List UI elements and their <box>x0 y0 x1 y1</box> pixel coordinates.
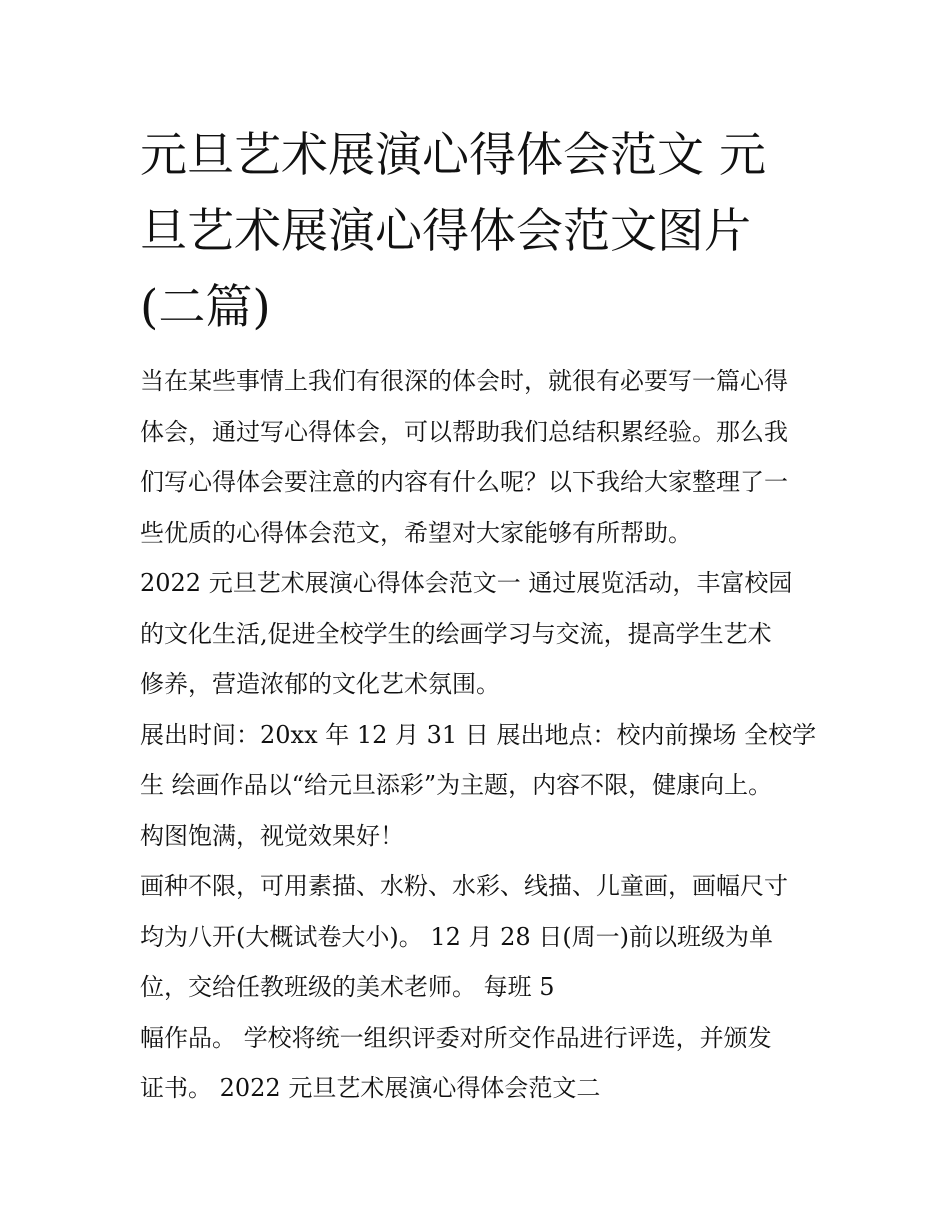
document-title <box>140 118 820 346</box>
text-line: 画种不限，可用素描、水粉、水彩、线描、儿童画，画幅尺寸 <box>140 872 788 900</box>
text-line: 体会，通过写心得体会，可以帮助我们总结积累经验。那么我 <box>140 417 788 446</box>
text-line: 些优质的心得体会范文，希望对大家能够有所帮助。 <box>140 518 692 547</box>
paragraph-exhibition-details <box>140 710 820 862</box>
paragraph-intro <box>140 356 820 558</box>
paragraph-evaluation <box>140 1013 820 1114</box>
text-line: 生 绘画作品以“给元旦添彩”为主题，内容不限，健康向上。 <box>140 771 773 799</box>
title-line: 旦艺术展演心得体会范文图片 <box>140 204 751 259</box>
text-line: 证书。 2022 元旦艺术展演心得体会范文二 <box>140 1074 601 1102</box>
text-line: 展出时间：20xx 年 12 月 31 日 展出地点：校内前操场 全校学 <box>140 720 817 749</box>
text-line: 修养，营造浓郁的文化艺术氛围。 <box>140 670 500 698</box>
title-line: 元旦艺术展演心得体会范文 元 <box>140 128 766 183</box>
text-line: 们写心得体会要注意的内容有什么呢？以下我给大家整理了一 <box>140 468 788 496</box>
paragraph-requirements <box>140 861 820 1013</box>
text-line: 幅作品。 学校将统一组织评委对所交作品进行评选，并颁发 <box>140 1023 772 1052</box>
paragraph-essay-one <box>140 558 820 710</box>
text-line: 均为八开(大概试卷大小)。 12 月 28 日(周一)前以班级为单 <box>140 922 774 951</box>
text-line: 当在某些事情上我们有很深的体会时，就很有必要写一篇心得 <box>140 367 788 395</box>
document-page <box>140 118 820 1114</box>
text-line: 2022 元旦艺术展演心得体会范文一 通过展览活动，丰富校园 <box>140 569 793 597</box>
text-line: 位，交给任教班级的美术老师。 每班 5 <box>140 973 555 1001</box>
title-line: (二篇) <box>140 280 271 335</box>
text-line: 构图饱满，视觉效果好！ <box>140 821 404 850</box>
text-line: 的文化生活,促进全校学生的绘画学习与交流，提高学生艺术 <box>140 619 772 648</box>
